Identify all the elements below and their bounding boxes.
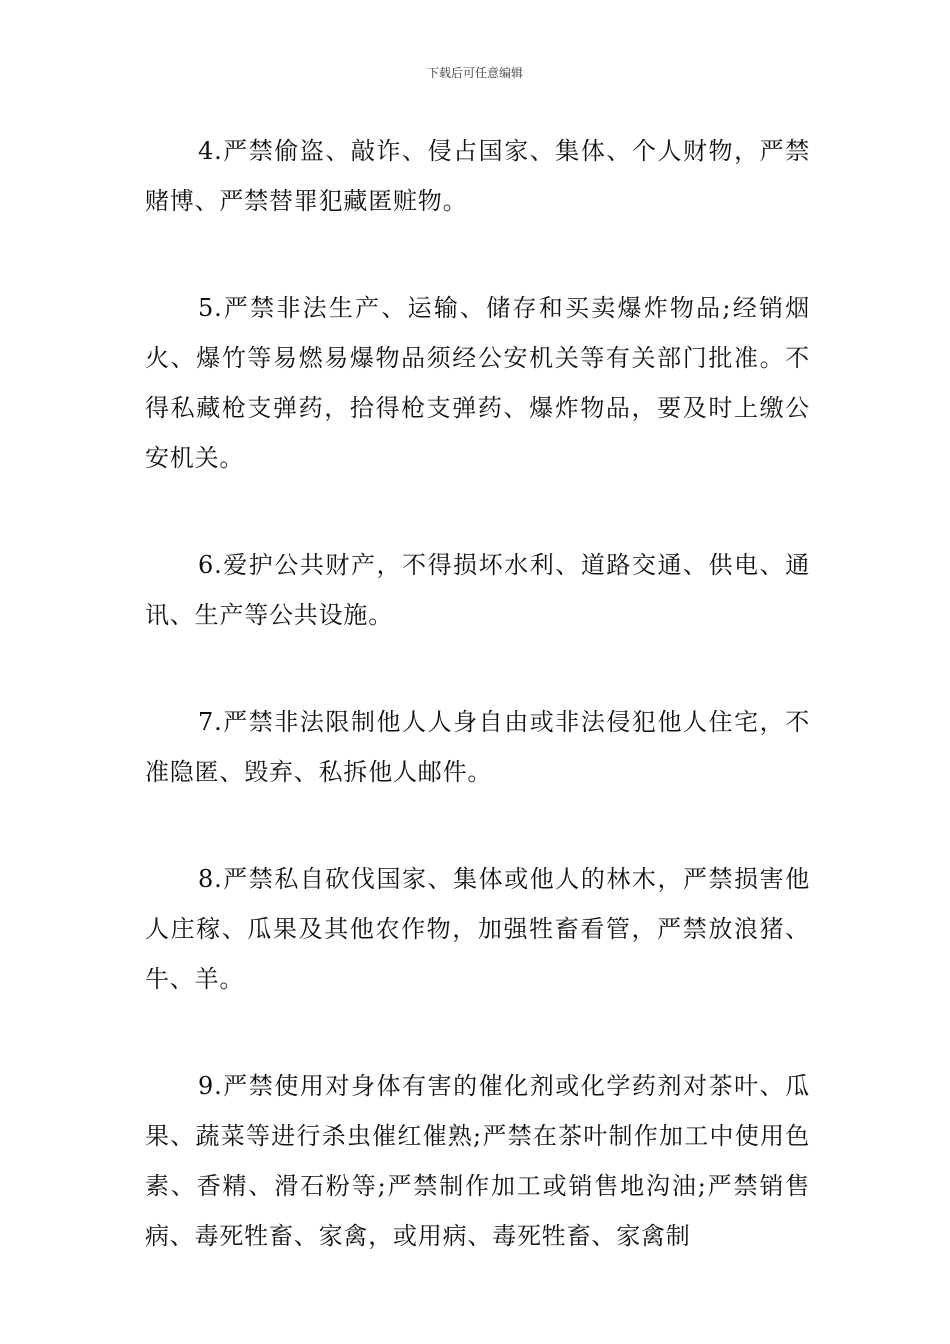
paragraph-item-7: 7.严禁非法限制他人人身自由或非法侵犯他人住宅，不准隐匿、毁弃、私拆他人邮件。 bbox=[145, 708, 810, 786]
paragraph-item-5: 5.严禁非法生产、运输、储存和买卖爆炸物品;经销烟火、爆竹等易燃易爆物品须经公安机关等有关部门批准。不得私藏枪支弹药，拾得枪支弹药、爆炸物品，要及时上缴公安机关。 bbox=[145, 294, 810, 472]
page-header-note: 下载后可任意编辑 bbox=[426, 66, 523, 80]
paragraph-item-8: 8.严禁私自砍伐国家、集体或他人的林木，严禁损害他人庄稼、瓜果及其他农作物，加强牲畜看管，严禁放浪猪、牛、羊。 bbox=[145, 865, 810, 993]
paragraph-item-4: 4.严禁偷盗、敲诈、侵占国家、集体、个人财物，严禁赌博、严禁替罪犯藏匿赃物。 bbox=[145, 137, 810, 215]
paragraph-item-9: 9.严禁使用对身体有害的催化剂或化学药剂对茶叶、瓜果、蔬菜等进行杀虫催红催熟;严禁在茶叶制作加工中使用色素、香精、滑石粉等;严禁制作加工或销售地沟油;严禁销售病、毒死牲畜、家禽，或用病、毒死牲畜、家禽制 bbox=[145, 1072, 810, 1250]
paragraph-item-6: 6.爱护公共财产，不得损坏水利、道路交通、供电、通讯、生产等公共设施。 bbox=[145, 551, 810, 629]
document-body bbox=[145, 126, 810, 1318]
